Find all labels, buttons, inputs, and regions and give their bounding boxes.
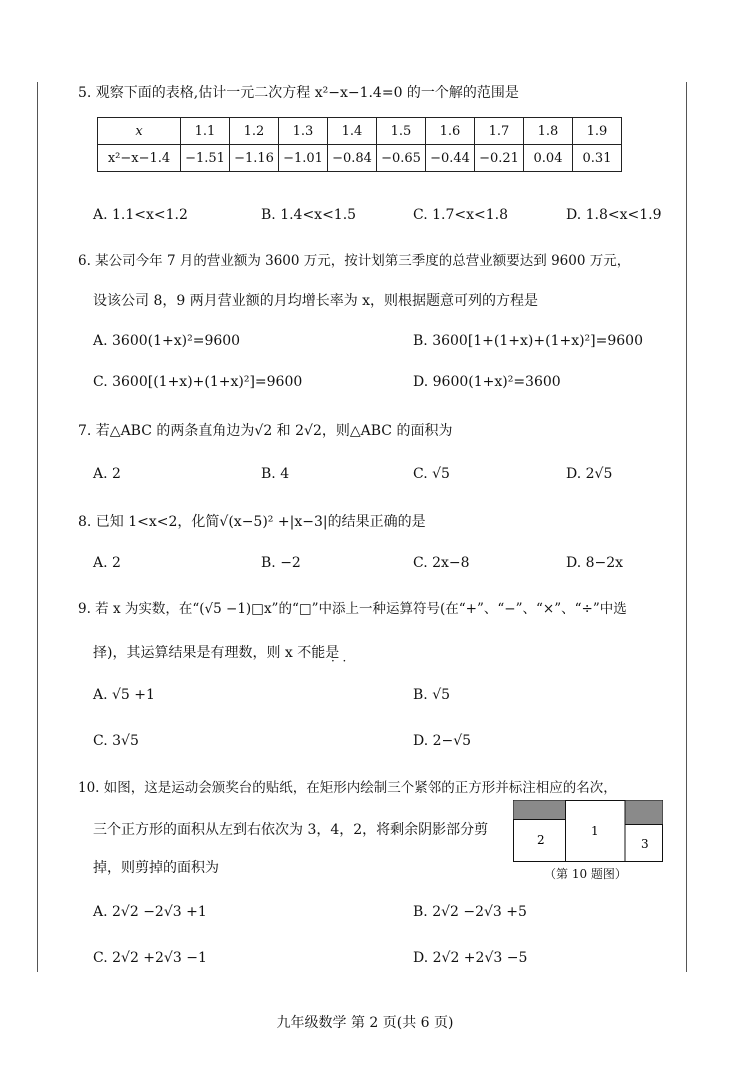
q7-stem: 7. 若△ABC 的两条直角边为√2 和 2√2，则△ABC 的面积为 xyxy=(78,423,453,439)
table-cell: −0.21 xyxy=(475,145,524,172)
table-cell: 0.31 xyxy=(573,145,622,172)
q5-stem: 5. 观察下面的表格,估计一元二次方程 x²−x−1.4=0 的一个解的范围是 xyxy=(78,85,519,101)
q9-option-b: B. √5 xyxy=(413,687,451,703)
table-cell: −0.44 xyxy=(426,145,475,172)
q6-stem-line1: 6. 某公司今年 7 月的营业额为 3600 万元，按计划第三季度的总营业额要达到 9600 万元， xyxy=(78,253,631,269)
table-cell: −1.51 xyxy=(181,145,230,172)
table-cell: 1.8 xyxy=(524,118,573,145)
table-cell: −0.65 xyxy=(377,145,426,172)
q7-option-c: C. √5 xyxy=(413,466,450,482)
table-cell: 1.7 xyxy=(475,118,524,145)
q9-option-d: D. 2−√5 xyxy=(413,733,472,749)
table-row xyxy=(98,145,622,172)
table-row xyxy=(98,118,622,145)
q5-option-b: B. 1.4<x<1.5 xyxy=(261,207,357,223)
q10-stem-line1: 10. 如图，这是运动会颁奖台的贴纸，在矩形内绘制三个紧邻的正方形并标注相应的名次， xyxy=(78,780,617,796)
q5-option-a: A. 1.1<x<1.2 xyxy=(93,207,188,223)
q8-option-d: D. 8−2x xyxy=(566,555,624,571)
table-cell: 1.6 xyxy=(426,118,475,145)
q5-option-d: D. 1.8<x<1.9 xyxy=(566,207,662,223)
q6-option-a: A. 3600(1+x)²=9600 xyxy=(93,333,241,349)
q10-stem-line3: 掉，则剪掉的面积为 xyxy=(93,860,219,876)
q9-option-a: A. √5 +1 xyxy=(93,687,155,703)
q6-option-b: B. 3600[1+(1+x)+(1+x)²]=9600 xyxy=(413,333,643,349)
table-cell: −1.01 xyxy=(279,145,328,172)
shaded-region xyxy=(625,801,663,825)
left-margin-line xyxy=(37,82,38,972)
q6-option-c: C. 3600[(1+x)+(1+x)²]=9600 xyxy=(93,374,303,390)
q10-option-d: D. 2√2 +2√3 −5 xyxy=(413,950,528,966)
right-margin-line xyxy=(686,82,687,972)
q9-stem-line1: 9. 若 x 为实数，在“(√5 −1)□x”的“□”中添上一种运算符号(在“+”、“−”、“×”、“÷”中选 xyxy=(78,601,627,617)
emphasis-dots: · · xyxy=(331,654,347,668)
table-cell: x²−x−1.4 xyxy=(98,145,181,172)
q8-option-a: A. 2 xyxy=(93,555,121,571)
podium-figure xyxy=(513,800,663,862)
q9-stem-line2: 择)，其运算结果是有理数，则 x 不能是 xyxy=(93,645,340,661)
q10-option-c: C. 2√2 +2√3 −1 xyxy=(93,950,207,966)
q7-option-a: A. 2 xyxy=(93,466,121,482)
figure-caption: （第 10 题图） xyxy=(544,867,627,881)
table-cell: 1.9 xyxy=(573,118,622,145)
q8-option-b: B. −2 xyxy=(261,555,301,571)
table-cell: 1.3 xyxy=(279,118,328,145)
q7-option-b: B. 4 xyxy=(261,466,290,482)
table-cell: −1.16 xyxy=(230,145,279,172)
table-cell: 1.5 xyxy=(377,118,426,145)
figure-label-3: 3 xyxy=(641,837,649,851)
q6-stem-line2: 设该公司 8，9 两月营业额的月均增长率为 x，则根据题意可列的方程是 xyxy=(93,293,539,309)
table-cell: 1.1 xyxy=(181,118,230,145)
shaded-region xyxy=(514,801,566,820)
figure-label-2: 2 xyxy=(537,833,545,847)
q10-stem-line2: 三个正方形的面积从左到右依次为 3，4，2，将剩余阴影部分剪 xyxy=(93,822,489,838)
q10-option-b: B. 2√2 −2√3 +5 xyxy=(413,904,527,920)
page-footer: 九年级数学 第 2 页(共 6 页) xyxy=(276,1015,454,1031)
q8-option-c: C. 2x−8 xyxy=(413,555,470,571)
q9-option-c: C. 3√5 xyxy=(93,733,139,749)
table-cell: 1.4 xyxy=(328,118,377,145)
q6-option-d: D. 9600(1+x)²=3600 xyxy=(413,374,561,390)
table-cell: 1.2 xyxy=(230,118,279,145)
q5-option-c: C. 1.7<x<1.8 xyxy=(413,207,508,223)
q7-option-d: D. 2√5 xyxy=(566,466,613,482)
table-cell: 0.04 xyxy=(524,145,573,172)
table-cell: −0.84 xyxy=(328,145,377,172)
table-cell: x xyxy=(98,118,181,145)
q8-stem: 8. 已知 1<x<2，化简√(x−5)² +|x−3|的结果正确的是 xyxy=(78,514,426,530)
q10-option-a: A. 2√2 −2√3 +1 xyxy=(93,904,207,920)
figure-label-1: 1 xyxy=(591,824,599,838)
value-table xyxy=(97,117,622,172)
